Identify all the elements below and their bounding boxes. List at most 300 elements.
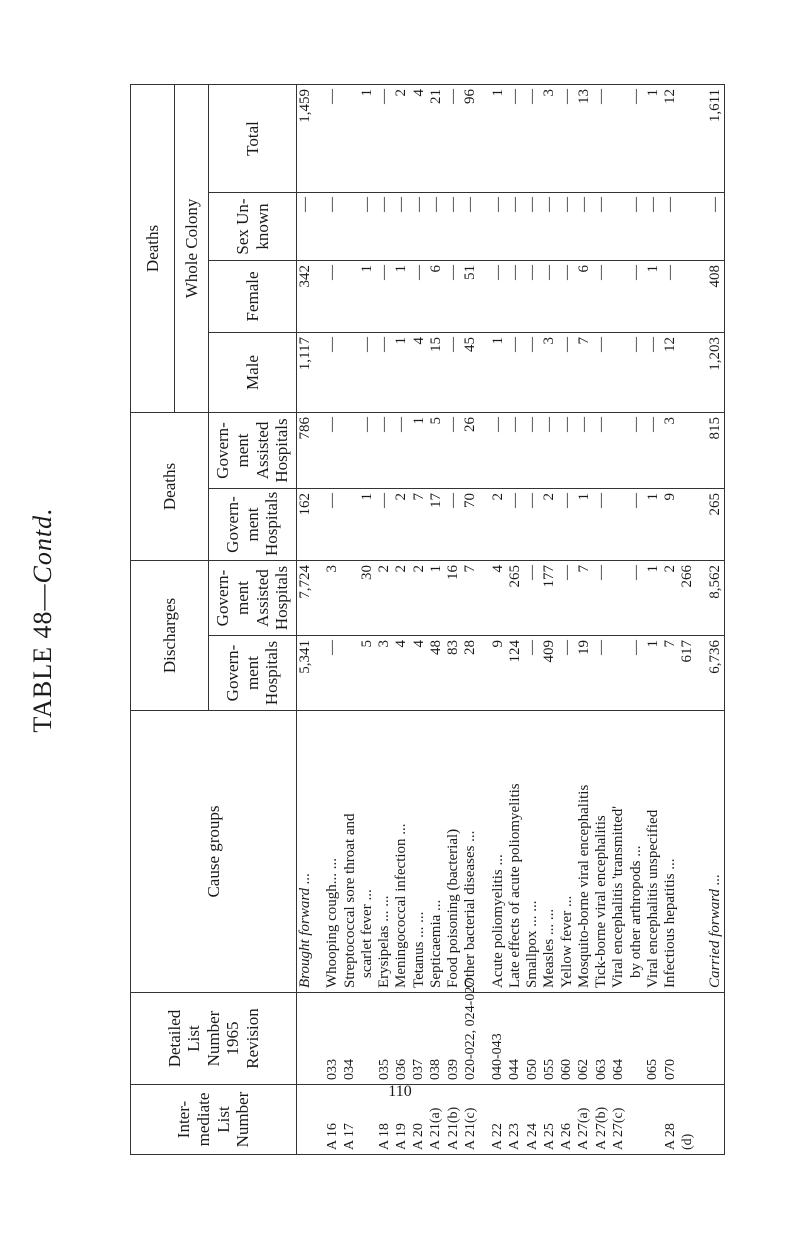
- deaths-gov-assisted-cell: 815: [707, 412, 725, 488]
- male-cell: —: [559, 332, 576, 412]
- detailed-list-cell: [359, 993, 376, 1085]
- cause-groups-header: Cause groups: [131, 711, 297, 993]
- cause-cell: by other arthropods ...: [628, 711, 645, 993]
- deaths-gov-assisted-cell: —: [645, 412, 662, 488]
- deaths-gov-hospitals-cell: 7: [411, 488, 428, 560]
- discharges-gov-assisted-cell: 2: [376, 560, 393, 635]
- cause-cell: Smallpox ... ...: [524, 711, 541, 993]
- sex-unknown-cell: —: [707, 192, 725, 260]
- discharges-gov-assisted-cell: 177: [541, 560, 558, 635]
- discharges-gov-hospitals-cell: 124: [507, 636, 524, 711]
- female-cell: —: [445, 260, 462, 332]
- table-row: [679, 84, 696, 1154]
- cause-cell: Late effects of acute poliomyelitis: [507, 711, 524, 993]
- male-cell: 1: [393, 332, 410, 412]
- sex-unknown-cell: [697, 192, 707, 260]
- discharges-gov-assisted-cell: [697, 560, 707, 635]
- deaths-gov-assisted-cell: 786: [297, 412, 315, 488]
- female-cell: —: [524, 260, 541, 332]
- table-row: [610, 84, 627, 1154]
- discharges-gov-assisted-cell: 2: [411, 560, 428, 635]
- female-cell: —: [324, 260, 341, 332]
- discharges-gov-hospitals-cell: [610, 636, 627, 711]
- intermediate-list-cell: A 27(c): [610, 1085, 627, 1155]
- discharges-gov-assisted-header: Govern-ment Assisted Hospitals: [209, 560, 297, 635]
- discharges-gov-hospitals-cell: 48: [428, 636, 445, 711]
- deaths-gov-hospitals-cell: —: [524, 488, 541, 560]
- deaths-gov-assisted-cell: 3: [662, 412, 679, 488]
- deaths-gov-hospitals-cell: 162: [297, 488, 315, 560]
- intermediate-list-cell: A 24: [524, 1085, 541, 1155]
- table-row: [662, 84, 679, 1154]
- total-cell: 13: [576, 84, 593, 192]
- table-row: [576, 84, 593, 1154]
- total-cell: 1,611: [707, 84, 725, 192]
- discharges-gov-hospitals-cell: —: [628, 636, 645, 711]
- male-cell: 15: [428, 332, 445, 412]
- detailed-list-cell: 037: [411, 993, 428, 1085]
- intermediate-list-cell: A 28: [662, 1085, 679, 1155]
- discharges-gov-assisted-cell: 2: [662, 560, 679, 635]
- discharges-gov-assisted-cell: 7,724: [297, 560, 315, 635]
- female-header: Female: [209, 260, 297, 332]
- detailed-list-cell: [314, 993, 324, 1085]
- female-cell: —: [559, 260, 576, 332]
- intermediate-list-cell: A 21(b): [445, 1085, 462, 1155]
- male-cell: —: [376, 332, 393, 412]
- table-row: [359, 84, 376, 1154]
- female-cell: —: [411, 260, 428, 332]
- detailed-list-cell: [480, 993, 490, 1085]
- detailed-list-cell: 050: [524, 993, 541, 1085]
- sex-unknown-cell: —: [628, 192, 645, 260]
- discharges-gov-assisted-cell: 3: [324, 560, 341, 635]
- total-cell: —: [559, 84, 576, 192]
- discharges-gov-hospitals-cell: —: [559, 636, 576, 711]
- deaths-gov-assisted-cell: [610, 412, 627, 488]
- cause-cell: Measles ... ...: [541, 711, 558, 993]
- deaths-gov-hospitals-cell: 2: [393, 488, 410, 560]
- discharges-gov-assisted-cell: 16: [445, 560, 462, 635]
- intermediate-list-header: Inter-mediate List Number: [131, 1085, 297, 1155]
- male-cell: —: [645, 332, 662, 412]
- total-header: Total: [209, 84, 297, 192]
- intermediate-list-cell: A 18: [376, 1085, 393, 1155]
- sex-unknown-cell: —: [559, 192, 576, 260]
- deaths-gov-assisted-cell: [679, 412, 696, 488]
- total-cell: —: [524, 84, 541, 192]
- discharges-gov-assisted-cell: 265: [507, 560, 524, 635]
- total-cell: 1: [359, 84, 376, 192]
- cause-cell: [679, 711, 696, 993]
- deaths-gov-assisted-cell: 1: [411, 412, 428, 488]
- male-cell: 1,117: [297, 332, 315, 412]
- male-cell: [697, 332, 707, 412]
- intermediate-list-cell: A 17: [342, 1085, 359, 1155]
- discharges-gov-assisted-cell: 1: [645, 560, 662, 635]
- female-cell: [342, 260, 359, 332]
- discharges-gov-assisted-cell: 30: [359, 560, 376, 635]
- female-cell: 6: [428, 260, 445, 332]
- discharges-gov-hospitals-cell: [697, 636, 707, 711]
- female-cell: 6: [576, 260, 593, 332]
- deaths-gov-hospitals-cell: [610, 488, 627, 560]
- sex-unknown-cell: —: [541, 192, 558, 260]
- discharges-gov-hospitals-cell: 5,341: [297, 636, 315, 711]
- sex-unknown-cell: [480, 192, 490, 260]
- discharges-gov-assisted-cell: 4: [490, 560, 507, 635]
- discharges-gov-assisted-cell: 8,562: [707, 560, 725, 635]
- sex-unknown-cell: —: [445, 192, 462, 260]
- total-cell: 12: [662, 84, 679, 192]
- table-row: [480, 84, 490, 1154]
- male-cell: [314, 332, 324, 412]
- deaths-gov-assisted-cell: [342, 412, 359, 488]
- discharges-gov-hospitals-cell: —: [324, 636, 341, 711]
- female-cell: [679, 260, 696, 332]
- deaths-gov-assisted-cell: —: [359, 412, 376, 488]
- female-cell: 1: [645, 260, 662, 332]
- cause-cell: [697, 711, 707, 993]
- female-cell: —: [490, 260, 507, 332]
- male-cell: [679, 332, 696, 412]
- intermediate-list-cell: A 26: [559, 1085, 576, 1155]
- intermediate-list-cell: A 21(a): [428, 1085, 445, 1155]
- detailed-list-cell: 039: [445, 993, 462, 1085]
- female-cell: [314, 260, 324, 332]
- sex-unknown-cell: —: [576, 192, 593, 260]
- sex-unknown-cell: —: [393, 192, 410, 260]
- male-cell: 12: [662, 332, 679, 412]
- detailed-list-cell: 034: [342, 993, 359, 1085]
- detailed-list-cell: 065: [645, 993, 662, 1085]
- male-header: Male: [209, 332, 297, 412]
- deaths-gov-hospitals-cell: [342, 488, 359, 560]
- detailed-list-cell: 036: [393, 993, 410, 1085]
- table-row: [593, 84, 610, 1154]
- intermediate-list-cell: A 21(c): [462, 1085, 479, 1155]
- discharges-gov-hospitals-cell: [342, 636, 359, 711]
- cause-cell: Septicaemia ...: [428, 711, 445, 993]
- cause-cell: Viral encephalitis 'transmitted': [610, 711, 627, 993]
- total-cell: [679, 84, 696, 192]
- intermediate-list-cell: A 16: [324, 1085, 341, 1155]
- cause-cell: Whooping cough... ...: [324, 711, 341, 993]
- cause-cell: Viral encephalitis unspecified: [645, 711, 662, 993]
- deaths-gov-assisted-cell: —: [324, 412, 341, 488]
- table-row: [393, 84, 410, 1154]
- deaths-header-colony: Deaths: [131, 84, 175, 412]
- female-cell: —: [376, 260, 393, 332]
- discharges-gov-hospitals-cell: 83: [445, 636, 462, 711]
- cause-cell: scarlet fever ...: [359, 711, 376, 993]
- table-title: TABLE 48—Contd.: [28, 507, 57, 733]
- female-cell: —: [662, 260, 679, 332]
- discharges-gov-hospitals-cell: —: [524, 636, 541, 711]
- male-cell: 7: [576, 332, 593, 412]
- deaths-gov-hospitals-cell: 17: [428, 488, 445, 560]
- deaths-gov-hospitals-cell: 1: [576, 488, 593, 560]
- discharges-gov-assisted-cell: 7: [462, 560, 479, 635]
- page-number: 110: [388, 1083, 412, 1100]
- discharges-gov-hospitals-header: Govern-ment Hospitals: [209, 636, 297, 711]
- deaths-gov-hospitals-cell: 1: [645, 488, 662, 560]
- cause-cell: Mosquito-borne viral encephalitis: [576, 711, 593, 993]
- female-cell: [697, 260, 707, 332]
- cause-cell: Tetanus ... ...: [411, 711, 428, 993]
- detailed-list-cell: [697, 993, 707, 1085]
- discharges-gov-assisted-cell: 266: [679, 560, 696, 635]
- deaths-gov-hospitals-header: Govern-ment Hospitals: [209, 488, 297, 560]
- deaths-gov-assisted-cell: —: [559, 412, 576, 488]
- detailed-list-cell: 033: [324, 993, 341, 1085]
- discharges-gov-hospitals-cell: 6,736: [707, 636, 725, 711]
- cause-cell: Tick-borne viral encephalitis: [593, 711, 610, 993]
- detailed-list-cell: 020-022, 024-027: [462, 993, 479, 1085]
- female-cell: 51: [462, 260, 479, 332]
- discharges-gov-hospitals-cell: 28: [462, 636, 479, 711]
- discharges-gov-hospitals-cell: 5: [359, 636, 376, 711]
- male-cell: 4: [411, 332, 428, 412]
- discharges-gov-assisted-cell: [480, 560, 490, 635]
- deaths-gov-hospitals-cell: 2: [541, 488, 558, 560]
- sex-unknown-cell: —: [524, 192, 541, 260]
- deaths-gov-assisted-cell: 5: [428, 412, 445, 488]
- female-cell: —: [541, 260, 558, 332]
- total-cell: 4: [411, 84, 428, 192]
- discharges-gov-assisted-cell: 2: [393, 560, 410, 635]
- detailed-list-header: Detailed List Number 1965 Revision: [131, 993, 297, 1085]
- intermediate-list-cell: A 25: [541, 1085, 558, 1155]
- detailed-list-cell: 064: [610, 993, 627, 1085]
- discharges-gov-assisted-cell: —: [524, 560, 541, 635]
- total-cell: 21: [428, 84, 445, 192]
- male-cell: —: [445, 332, 462, 412]
- deaths-gov-hospitals-cell: 70: [462, 488, 479, 560]
- cause-cell: Yellow fever ...: [559, 711, 576, 993]
- discharges-gov-assisted-cell: [342, 560, 359, 635]
- detailed-list-cell: [679, 993, 696, 1085]
- discharges-header: Discharges: [131, 560, 209, 710]
- deaths-gov-hospitals-cell: —: [376, 488, 393, 560]
- male-cell: —: [324, 332, 341, 412]
- intermediate-list-cell: A 27(b): [593, 1085, 610, 1155]
- table-row: [314, 84, 324, 1154]
- deaths-gov-hospitals-cell: [679, 488, 696, 560]
- table-row: [445, 84, 462, 1154]
- discharges-gov-hospitals-cell: 4: [411, 636, 428, 711]
- discharges-gov-hospitals-cell: 409: [541, 636, 558, 711]
- deaths-header-hospitals: Deaths: [131, 412, 209, 560]
- discharges-gov-hospitals-cell: 19: [576, 636, 593, 711]
- discharges-gov-hospitals-cell: [480, 636, 490, 711]
- deaths-gov-assisted-cell: 26: [462, 412, 479, 488]
- deaths-gov-hospitals-cell: 2: [490, 488, 507, 560]
- deaths-gov-hospitals-cell: [480, 488, 490, 560]
- sex-unknown-header: Sex Un-known: [209, 192, 297, 260]
- discharges-gov-assisted-cell: 7: [576, 560, 593, 635]
- table-row: [324, 84, 341, 1154]
- deaths-gov-hospitals-cell: [697, 488, 707, 560]
- detailed-list-cell: [628, 993, 645, 1085]
- deaths-gov-hospitals-cell: 1: [359, 488, 376, 560]
- discharges-gov-assisted-cell: [314, 560, 324, 635]
- deaths-gov-assisted-cell: [697, 412, 707, 488]
- female-cell: 1: [359, 260, 376, 332]
- sex-unknown-cell: [314, 192, 324, 260]
- discharges-gov-assisted-cell: 1: [428, 560, 445, 635]
- table-row: [541, 84, 558, 1154]
- cause-cell: [480, 711, 490, 993]
- sex-unknown-cell: —: [324, 192, 341, 260]
- cause-cell: [314, 711, 324, 993]
- deaths-gov-hospitals-cell: 265: [707, 488, 725, 560]
- detailed-list-cell: 040-043: [490, 993, 507, 1085]
- sex-unknown-cell: —: [428, 192, 445, 260]
- discharges-gov-assisted-cell: [610, 560, 627, 635]
- cause-cell: Other bacterial diseases ...: [462, 711, 479, 993]
- table-row: [524, 84, 541, 1154]
- discharges-gov-hospitals-cell: 617: [679, 636, 696, 711]
- deaths-gov-hospitals-cell: —: [445, 488, 462, 560]
- discharges-gov-hospitals-cell: 9: [490, 636, 507, 711]
- deaths-gov-hospitals-cell: —: [628, 488, 645, 560]
- male-cell: [480, 332, 490, 412]
- total-cell: [314, 84, 324, 192]
- table-row: [376, 84, 393, 1154]
- male-cell: 45: [462, 332, 479, 412]
- male-cell: —: [628, 332, 645, 412]
- detailed-list-cell: 070: [662, 993, 679, 1085]
- table-row: [645, 84, 662, 1154]
- total-cell: —: [507, 84, 524, 192]
- total-cell: [697, 84, 707, 192]
- rotated-table-page: [28, 85, 723, 1155]
- deaths-gov-assisted-cell: —: [576, 412, 593, 488]
- female-cell: 1: [393, 260, 410, 332]
- female-cell: —: [507, 260, 524, 332]
- discharges-gov-hospitals-cell: [314, 636, 324, 711]
- intermediate-list-cell: A 20: [411, 1085, 428, 1155]
- male-cell: —: [359, 332, 376, 412]
- female-cell: 408: [707, 260, 725, 332]
- female-cell: [610, 260, 627, 332]
- table-row: [462, 84, 479, 1154]
- cause-cell: Meningococcal infection ...: [393, 711, 410, 993]
- deaths-gov-assisted-cell: —: [507, 412, 524, 488]
- table-row: [297, 84, 315, 1154]
- female-cell: 342: [297, 260, 315, 332]
- table-row: [411, 84, 428, 1154]
- discharges-gov-hospitals-cell: 7: [662, 636, 679, 711]
- intermediate-list-cell: A 22: [490, 1085, 507, 1155]
- total-cell: [610, 84, 627, 192]
- deaths-gov-assisted-cell: —: [628, 412, 645, 488]
- deaths-gov-assisted-cell: —: [593, 412, 610, 488]
- cause-cell: Brought forward ...: [297, 711, 315, 993]
- cause-cell: Food poisoning (bacterial): [445, 711, 462, 993]
- sex-unknown-cell: —: [376, 192, 393, 260]
- discharges-gov-hospitals-cell: —: [593, 636, 610, 711]
- detailed-list-cell: 062: [576, 993, 593, 1085]
- deaths-gov-assisted-cell: —: [490, 412, 507, 488]
- table-row: [428, 84, 445, 1154]
- deaths-gov-hospitals-cell: —: [507, 488, 524, 560]
- total-cell: —: [628, 84, 645, 192]
- sex-unknown-cell: —: [490, 192, 507, 260]
- detailed-list-cell: 063: [593, 993, 610, 1085]
- data-table: [130, 84, 725, 1155]
- cause-cell: Erysipelas ... ...: [376, 711, 393, 993]
- deaths-gov-assisted-header: Govern-ment Assisted Hospitals: [209, 412, 297, 488]
- sex-unknown-cell: —: [359, 192, 376, 260]
- discharges-gov-hospitals-cell: 3: [376, 636, 393, 711]
- male-cell: 1: [490, 332, 507, 412]
- cause-cell: Acute poliomyelitis ...: [490, 711, 507, 993]
- male-cell: —: [524, 332, 541, 412]
- total-cell: 1: [490, 84, 507, 192]
- female-cell: [480, 260, 490, 332]
- sex-unknown-cell: —: [462, 192, 479, 260]
- total-cell: —: [445, 84, 462, 192]
- male-cell: 3: [541, 332, 558, 412]
- cause-cell: Streptococcal sore throat and: [342, 711, 359, 993]
- total-cell: —: [376, 84, 393, 192]
- total-cell: 3: [541, 84, 558, 192]
- total-cell: 96: [462, 84, 479, 192]
- detailed-list-cell: 055: [541, 993, 558, 1085]
- cause-cell: Infectious hepatitis ...: [662, 711, 679, 993]
- discharges-gov-hospitals-cell: 4: [393, 636, 410, 711]
- intermediate-list-cell: A 19: [393, 1085, 410, 1155]
- deaths-gov-hospitals-cell: 9: [662, 488, 679, 560]
- detailed-list-cell: 060: [559, 993, 576, 1085]
- male-cell: 1,203: [707, 332, 725, 412]
- discharges-gov-assisted-cell: —: [628, 560, 645, 635]
- deaths-gov-hospitals-cell: —: [559, 488, 576, 560]
- detailed-list-cell: 038: [428, 993, 445, 1085]
- deaths-gov-assisted-cell: [314, 412, 324, 488]
- deaths-gov-assisted-cell: [480, 412, 490, 488]
- table-body: [297, 84, 725, 1154]
- intermediate-list-cell: A 23: [507, 1085, 524, 1155]
- table-row: [628, 84, 645, 1154]
- total-cell: 1: [645, 84, 662, 192]
- deaths-gov-assisted-cell: —: [445, 412, 462, 488]
- table-row: [342, 84, 359, 1154]
- female-cell: —: [628, 260, 645, 332]
- sex-unknown-cell: [610, 192, 627, 260]
- male-cell: [610, 332, 627, 412]
- sex-unknown-cell: —: [411, 192, 428, 260]
- discharges-gov-assisted-cell: —: [593, 560, 610, 635]
- total-cell: —: [593, 84, 610, 192]
- female-cell: —: [593, 260, 610, 332]
- intermediate-list-cell: (d): [679, 1085, 696, 1155]
- detailed-list-cell: [707, 993, 725, 1085]
- whole-colony-header: Whole Colony: [175, 84, 209, 412]
- deaths-gov-assisted-cell: —: [393, 412, 410, 488]
- deaths-gov-assisted-cell: —: [541, 412, 558, 488]
- total-cell: 1,459: [297, 84, 315, 192]
- total-cell: —: [324, 84, 341, 192]
- deaths-gov-assisted-cell: —: [376, 412, 393, 488]
- detailed-list-cell: [297, 993, 315, 1085]
- table-row: [490, 84, 507, 1154]
- table-row: [559, 84, 576, 1154]
- sex-unknown-cell: [679, 192, 696, 260]
- sex-unknown-cell: —: [507, 192, 524, 260]
